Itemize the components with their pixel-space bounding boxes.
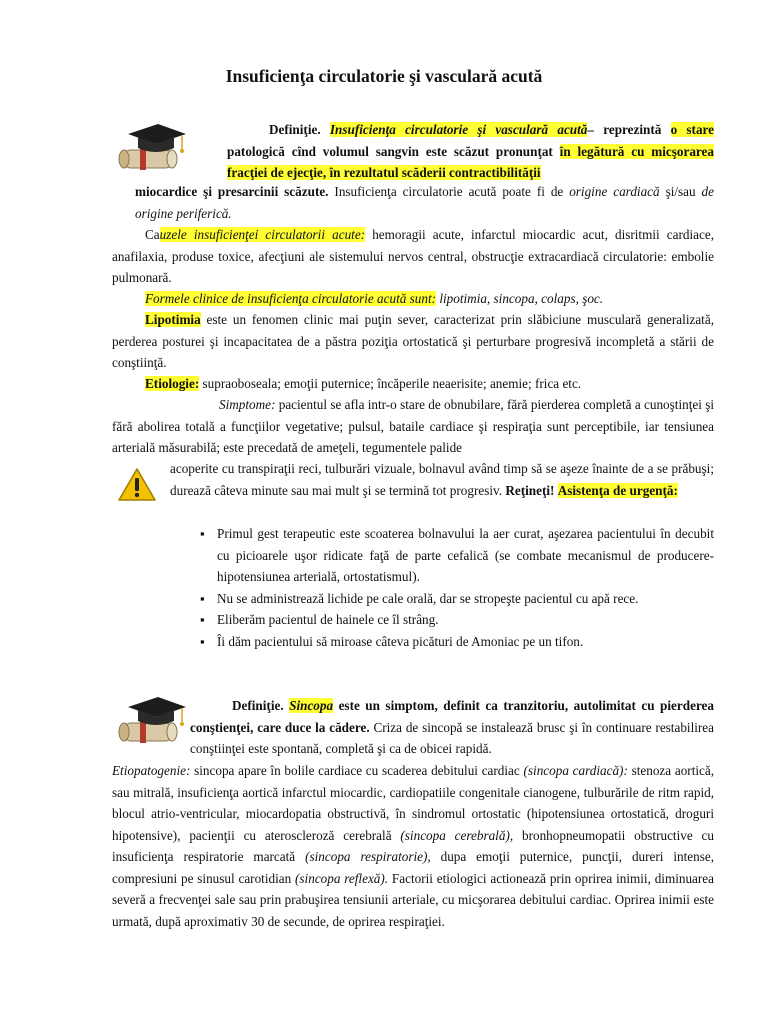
etiopathogeny-text-i: Factorii etiologici actionează prin oprirea inimii, diminuarea severă a frecvenţei sale sau prin prabuşirea tensiunii arteriale, cu micşorarea debitului cardiac. Oprirea inimii este urmată, după aproximativ 30 de secunde, de oprirea respiraţiei. — [112, 870, 715, 929]
etiology-paragraph — [112, 373, 714, 395]
definition-label: Definiţie. — [232, 698, 284, 713]
symptoms-continued — [170, 458, 714, 501]
symptoms-label: Simptome: — [219, 397, 276, 412]
lipotimia-text: este un fenomen clinic mai puţin sever, caracterizat prin slăbiciune musculară generalizată, perderea posturei şi incapacitatea de a păstra poziţia ortostatică şi perturbare progresivă incompletă a stării de conştiinţă. — [112, 312, 714, 370]
definition-bold: este un simptom, definit ca tranzitoriu, autolimitat cu pierderea conştienţei, care duce la cădere. — [190, 698, 715, 735]
etiopathogeny-text-g: dupa emoţii puternice, puncţii, dureri intense, compresiuni pe sinusul carotidian — [112, 849, 715, 886]
causes-paragraph — [112, 224, 714, 289]
list-item: ▪ Primul gest terapeutic este scoaterea bolnavului la aer curat, aşezarea pacientului în decubit cu picioarele uşor ridicate faţă de parte cefalică (se combate mecanismul de producere- hipotensiunea arterială, ortostatismul). — [200, 523, 714, 588]
definition-term: Insuficienţa circulatorie şi vasculară acută — [329, 122, 588, 137]
definition-1-block — [227, 119, 714, 184]
definition-rest: Criza de sincopă se instalează brusc şi în continuare restabilirea conştiinţei este spontană, completă şi ca de obicei rapidă. — [190, 719, 715, 756]
etiology-text: supraoboseala; emoţii puternice; încăperile neaerisite; anemie; frica etc. — [202, 376, 582, 391]
forms-label: Formele clinice de insuficienţa circulatorie acută sunt: — [145, 291, 437, 306]
causes-prefix: Ca — [145, 227, 160, 242]
sincopa-respiratorie: (sincopa respiratorie), — [305, 849, 431, 864]
definition-bold-1: patologică cînd volumul sangvin este scăzut pronunţat — [227, 143, 553, 159]
lipotimia-paragraph — [112, 309, 714, 374]
definition-highlight-2: în legătură cu micşorarea fracţiei de ejecţie, în rezultatul scăderii contractibilităţii — [227, 143, 714, 180]
causes-text: hemoragii acute, infarctul miocardic acut, disritmii cardiace, anafilaxia, produse toxice, afecţiuni ale sistemului nervos central, obstrucţie extracardiacă circulatorie: embolie pulmonară. — [112, 227, 715, 285]
origin-cardiac: origine cardiacă — [569, 184, 660, 199]
list-item: ▪ Nu se administrează lichide pe cale orală, dar se stropeşte pacientul cu apă rece. — [200, 588, 714, 610]
etiopathogeny-label: Etiopatogenie: — [112, 763, 191, 778]
definition-term-sincopa: Sincopa — [289, 698, 334, 713]
lipotimia-label: Lipotimia — [145, 312, 201, 327]
definition-1-continued — [135, 181, 714, 224]
origin-peripheral: de origine periferică. — [135, 184, 714, 221]
symptoms-text-1: pacientul se afla intr-o stare de obnubilare, fără pierderea completă a cunoştinţei şi fără abolirea totală a funcţiilor vegetative; pulsul, bataile cardiace şi respiraţia sunt perceptibile, iar tensiunea arterială măsurabilă; este precedată de ameţeli, tegumentele palide — [112, 397, 714, 455]
forms-paragraph — [112, 288, 714, 310]
etiopathogeny-paragraph — [112, 760, 714, 932]
warning-icon — [116, 466, 158, 504]
remember-label: Reţineţi! — [505, 482, 555, 498]
etiopathogeny-text-a: sincopa apare în bolile cardiace cu scaderea debitului cardiac — [194, 763, 520, 778]
graduation-cap-icon — [110, 693, 190, 753]
definition-highlight-1: o stare — [670, 122, 715, 137]
etiopathogeny-text-e: bronhopneumopatii obstructive cu insuficienţa respiratorie marcată — [112, 827, 714, 864]
definition-dash: – reprezintă — [587, 122, 662, 137]
urgent-care-label: Asistenţa de urgenţă: — [557, 482, 678, 498]
definition-2-block — [190, 695, 714, 760]
graduation-cap-icon — [110, 120, 190, 180]
list-item: ▪ Eliberăm pacientul de hainele ce îl strâng. — [200, 609, 714, 631]
sincopa-cerebrala: (sincopa cerebrală), — [400, 827, 514, 843]
etiology-label: Etiologie: — [145, 376, 200, 391]
etiopathogeny-text-c: stenoza aortică, sau mitrală, insuficienţa aortică infarctul miocardic, cardiopatiile congenitale cianogene, tulburările de ritm rapid, blocul atrio-ventricular, miocardopatia obstructivă, în sindromul ortostatic (hipotensiunea ortostatică, droguri hipotensive), pacienţii cu ateroscleroză cerebrală — [112, 763, 715, 843]
forms-text: lipotimia, sincopa, colaps, şoc. — [439, 291, 604, 306]
definition-label: Definiţie. — [269, 122, 321, 137]
symptoms-paragraph — [112, 394, 714, 459]
list-item: ▪ Îi dăm pacientului să miroase câteva picături de Amoniac pe un tifon. — [200, 631, 714, 653]
page-title: Insuficienţa circulatorie şi vasculară acută — [225, 66, 543, 86]
definition-rest-2: şi/sau — [665, 184, 696, 199]
symptoms-text-2: acoperite cu transpiraţii reci, tulburări vizuale, bolnavul având timp să se aşeze înainte de a se prăbuşi; durează câteva minute sau mai mult şi se termină tot progresiv. — [170, 461, 714, 498]
sincopa-cardiaca: (sincopa cardiacă): — [523, 763, 628, 778]
definition-rest-1: Insuficienţa circulatorie acută poate fi de — [334, 184, 564, 199]
causes-label: uzele insuficienţei circulatorii acute: — [159, 227, 366, 242]
sincopa-reflexa: (sincopa reflexă). — [295, 870, 389, 886]
urgent-care-list — [200, 523, 714, 652]
definition-bold-2: miocardice şi presarcinii scăzute. — [135, 184, 329, 199]
